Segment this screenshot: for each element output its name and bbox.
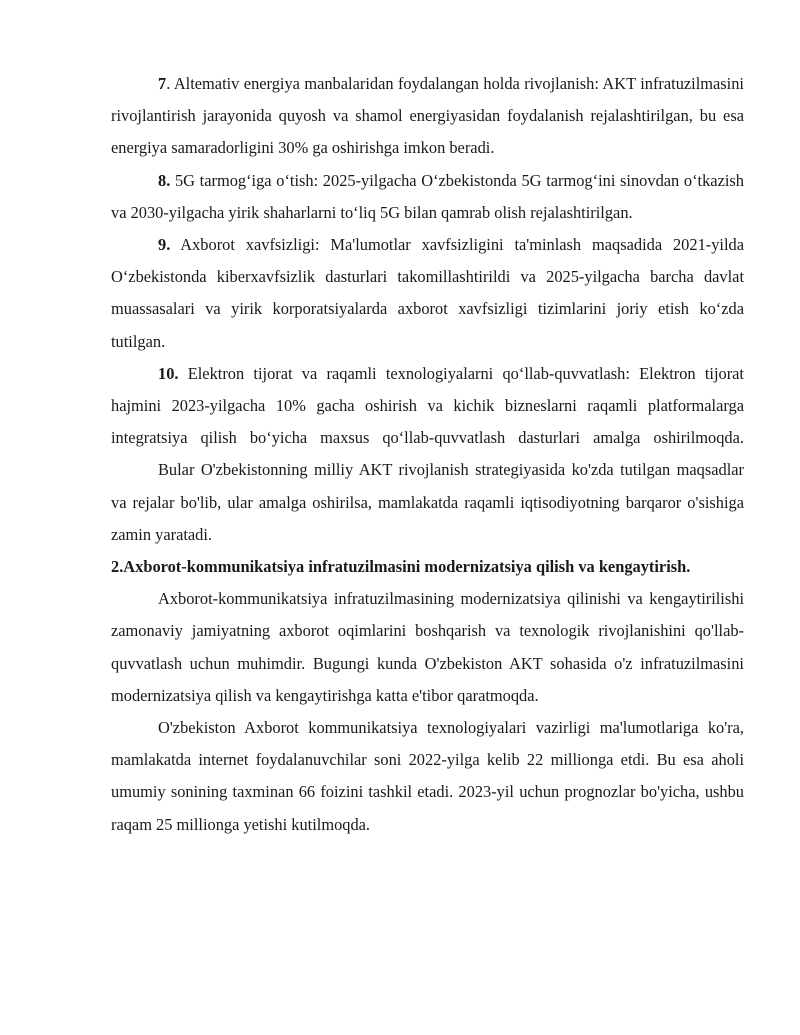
list-item-8 [111, 165, 744, 229]
document-page [111, 68, 744, 841]
item-number: 10. [158, 363, 179, 383]
item-number: 9. [158, 235, 171, 255]
item-number-suffix: . [166, 74, 171, 93]
item-text: Axborot xavfsizligi: Ma'lumotlar xavfsizligini ta'minlash maqsadida 2021-yilda O‘zbekistonda kiberxavfsizlik dasturlari takomillashtirildi va 2025-yilgacha barcha davlat muassasalari va yirik korporatsiyalarda axborot xavfsizligi tizimlarini joriy etish ko‘zda tutilgan. [111, 235, 744, 351]
body-paragraph-1: Axborot-kommunikatsiya infratuzilmasining modernizatsiya qilinishi va kengaytirilishi zamonaviy jamiyatning axborot oqimlarini boshqarish va texnologik rivojlanishini qo'llab-quvvatlash uchun muhimdir. Bugungi kunda O'zbekiston AKT sohasida o'z infratuzilmasini modernizatsiya qilish va kengaytirishga katta e'tibor qaratmoqda. [111, 589, 744, 705]
body-paragraph-2: O'zbekiston Axborot kommunikatsiya texnologiyalari vazirligi ma'lumotlariga ko'ra, mamlakatda internet foydalanuvchilar soni 2022-yilga kelib 22 millionga etdi. Bu esa aholi umumiy sonining taxminan 66 foizini tashkil etadi. 2023-yil uchun prognozlar bo'yicha, ushbu raqam 25 millionga yetishi kutilmoqda. [111, 718, 744, 834]
item-text: Elektron tijorat va raqamli texnologiyalarni qo‘llab-quvvatlash: Elektron tijorat hajmini 2023-yilgacha 10% gacha oshirish va kichik bizneslarni raqamli platformalarga integratsiya qilish bo‘yicha maxsus qo‘llab-quvvatlash dasturlari amalga oshirilmoqda. [111, 363, 744, 448]
list-item-7 [111, 68, 744, 165]
item-text: Altemativ energiya manbalaridan foydalangan holda rivojlanish: AKT infratuzilmasini rivojlantirish jarayonida quyosh va shamol energiyasidan foydalanish rejalashtirilgan, bu esa energiya samaradorligini 30% ga oshirishga imkon beradi. [111, 74, 744, 158]
item-text: 5G tarmog‘iga o‘tish: 2025-yilgacha O‘zbekistonda 5G tarmog‘ini sinovdan o‘tkazish va 2030-yilgacha yirik shaharlarni to‘liq 5G bilan qamrab olish rejalashtirilgan. [111, 170, 744, 222]
item-number: 8. [158, 170, 171, 190]
list-item-9 [111, 229, 744, 358]
summary-paragraph: Bular O'zbekistonning milliy AKT rivojlanish strategiyasida ko'zda tutilgan maqsadlar va rejalar bo'lib, ular amalga oshirilsa, mamlakatda raqamli iqtisodiyotning barqaror o'sishiga zamin yaratadi. [111, 460, 744, 544]
item-number: 7 [158, 74, 167, 93]
section-heading: 2.Axborot-kommunikatsiya infratuzilmasini modernizatsiya qilish va kengaytirish. [111, 557, 691, 577]
list-item-10 [111, 358, 744, 455]
